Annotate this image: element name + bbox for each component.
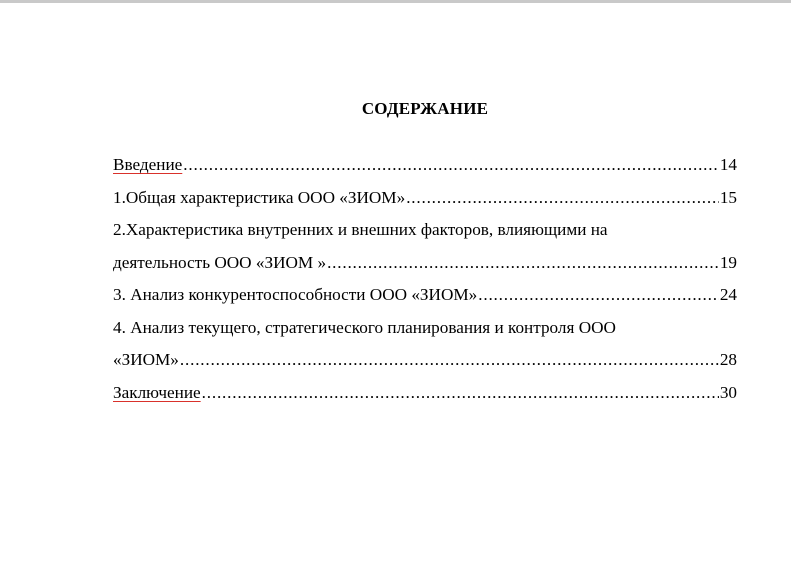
- toc-entry-label: 1.Общая характеристика ООО «ЗИОМ»: [113, 187, 406, 207]
- dot-leader: [478, 279, 719, 312]
- toc-page-number: 30: [719, 382, 737, 402]
- toc-entry-planning-line1[interactable]: [113, 312, 737, 345]
- toc-entry-label: 3. Анализ конкурентоспособности ООО «ЗИОМ»: [113, 285, 478, 304]
- toc-entry-label: 4. Анализ текущего, стратегического планирования и контроля ООО: [113, 317, 616, 337]
- dot-leader: [183, 149, 719, 182]
- toc-entry-competitiveness[interactable]: [113, 279, 737, 312]
- toc-entry-introduction[interactable]: [113, 149, 737, 182]
- toc-entry-label: Введение: [113, 155, 183, 174]
- dot-leader: [327, 247, 719, 280]
- toc-entry-label: 2.Характеристика внутренних и внешних факторов, влияющими на: [113, 220, 608, 239]
- dot-leader: [180, 344, 719, 377]
- toc-entry-planning-line2[interactable]: [113, 344, 737, 377]
- toc-page-number: 15: [719, 187, 737, 207]
- toc-entry-factors-line1[interactable]: [113, 214, 737, 247]
- toc-page-number: 24: [719, 285, 737, 304]
- toc-entry-conclusion[interactable]: [113, 377, 737, 410]
- toc-entry-label-continued: «ЗИОМ»: [113, 350, 179, 369]
- toc-page-number: 19: [719, 252, 737, 272]
- dot-leader: [406, 182, 719, 215]
- toc-entry-label-continued: деятельность ООО «ЗИОМ »: [113, 252, 327, 272]
- toc-entry-factors-line2[interactable]: [113, 247, 737, 280]
- toc-page-number: 14: [719, 155, 737, 174]
- dot-leader: [202, 377, 719, 410]
- table-of-contents: [113, 149, 737, 409]
- toc-entry-general-characteristics[interactable]: [113, 182, 737, 215]
- page-title: СОДЕРЖАНИЕ: [361, 99, 489, 118]
- toc-page-number: 28: [719, 350, 737, 369]
- toc-entry-label: Заключение: [113, 382, 201, 402]
